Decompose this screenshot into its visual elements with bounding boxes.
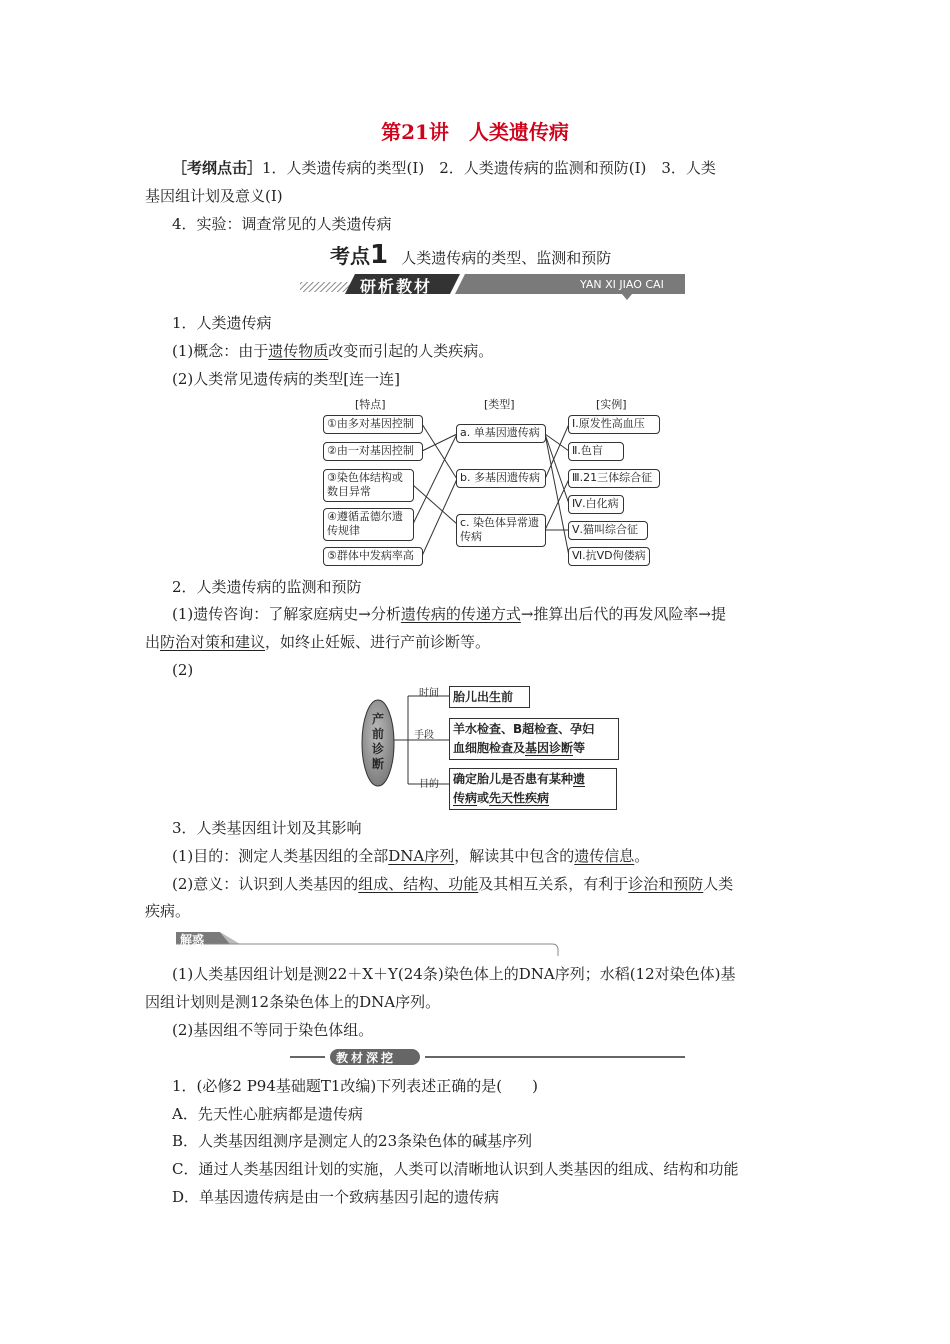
jiehuo-tag-graphic (172, 930, 562, 956)
diagram1-header-types: [类型] (484, 398, 515, 411)
sec2-p1-line2: 出防治对策和建议，如终止妊娠、进行产前诊断等。 (145, 633, 491, 651)
sec1-heading: 1．人类遗传病 (172, 314, 272, 332)
kaogang-line-3: 4．实验：调查常见的人类遗传病 (172, 215, 392, 233)
jiehuo-p2: (2)基因组不等同于染色体组。 (172, 1021, 374, 1039)
kaogang-line-1: ［考纲点击］1．人类遗传病的类型(Ⅰ) 2．人类遗传病的监测和预防(Ⅰ) 3．人类 (172, 159, 716, 177)
feature-box-4: ④遵循孟德尔遗传规律 (323, 508, 414, 541)
example-box-2: Ⅱ.色盲 (568, 442, 624, 461)
diagram2-label-time: 时间 (419, 688, 439, 699)
feature-box-2: ②由一对基因控制 (323, 442, 423, 461)
sec3-heading: 3．人类基因组计划及其影响 (172, 819, 362, 837)
sec1-p1: (1)概念：由于遗传物质改变而引起的人类疾病。 (172, 342, 494, 360)
sec2-p1-line1: (1)遗传咨询：了解家庭病史→分析遗传病的传递方式→推算出后代的再发风险率→提 (172, 605, 726, 623)
jiehuo-p1-line1: (1)人类基因组计划是测22＋X＋Y(24条)染色体上的DNA序列；水稻(12对染色体)基 (172, 965, 736, 983)
sec2-heading: 2．人类遗传病的监测和预防 (172, 578, 362, 596)
sec2-p2: (2) (172, 661, 194, 679)
type-box-a: a. 单基因遗传病 (456, 424, 546, 443)
diagram2-box-purpose: 确定胎儿是否患有某种遗 传病或先天性疾病 (449, 768, 617, 810)
sec3-p2-line2: 疾病。 (145, 902, 191, 920)
kaodian-heading: 考点1 人类遗传病的类型、监测和预防 (330, 240, 612, 270)
type-box-b: b. 多基因遗传病 (456, 469, 546, 488)
sec3-p2-line1: (2)意义：认识到人类基因的组成、结构、功能及其相互关系，有利于诊治和预防人类 (172, 875, 734, 893)
feature-box-1: ①由多对基因控制 (323, 415, 423, 434)
jiaocai-tag: 教材深挖 (336, 1051, 397, 1065)
question-option-d: D．单基因遗传病是由一个致病基因引起的遗传病 (172, 1188, 500, 1206)
prenatal-diagnosis-label: 产前诊断 (371, 712, 384, 771)
diagram1-header-features: [特点] (355, 398, 386, 411)
question-option-c: C．通过人类基因组计划的实施，人类可以清晰地认识到人类基因的组成、结构和功能 (172, 1160, 739, 1178)
banner-en: YAN XI JIAO CAI (580, 278, 664, 291)
example-box-3: Ⅲ.21三体综合征 (568, 469, 660, 488)
kaogang-tag: ［考纲点击］ (172, 159, 263, 177)
diagram2-box-time: 胎儿出生前 (449, 686, 530, 708)
feature-box-5: ⑤群体中发病率高 (323, 547, 423, 566)
example-box-1: Ⅰ.原发性高血压 (568, 415, 660, 434)
jiehuo-tag: 解惑 (180, 933, 205, 947)
banner-cn: 研析教材 (360, 277, 433, 296)
question-stem: 1．(必修2 P94基础题T1改编)下列表述正确的是( ) (172, 1077, 538, 1095)
example-box-6: Ⅵ.抗VD佝偻病 (568, 547, 650, 566)
question-option-a: A．先天性心脏病都是遗传病 (172, 1105, 363, 1123)
diagram2-label-method: 手段 (414, 730, 434, 741)
page-title: 第21讲 人类遗传病 (381, 120, 569, 144)
kaogang-line-2: 基因组计划及意义(Ⅰ) (145, 187, 283, 205)
sec3-p1: (1)目的：测定人类基因组的全部DNA序列，解读其中包含的遗传信息。 (172, 847, 650, 865)
feature-box-3: ③染色体结构或数目异常 (323, 469, 414, 502)
question-option-b: B．人类基因组测序是测定人的23条染色体的碱基序列 (172, 1132, 533, 1150)
jiehuo-p1-line2: 因组计划则是测12条染色体上的DNA序列。 (145, 993, 441, 1011)
sec1-p2: (2)人类常见遗传病的类型[连一连] (172, 370, 400, 388)
type-box-c: c. 染色体异常遗传病 (456, 514, 546, 547)
diagram2-label-purpose: 目的 (419, 779, 439, 790)
diagram2-box-method: 羊水检查、B超检查、孕妇 血细胞检查及基因诊断等 (449, 718, 619, 760)
example-box-4: Ⅳ.白化病 (568, 495, 624, 514)
diagram1-header-examples: [实例] (596, 398, 627, 411)
example-box-5: Ⅴ.猫叫综合征 (568, 521, 648, 540)
